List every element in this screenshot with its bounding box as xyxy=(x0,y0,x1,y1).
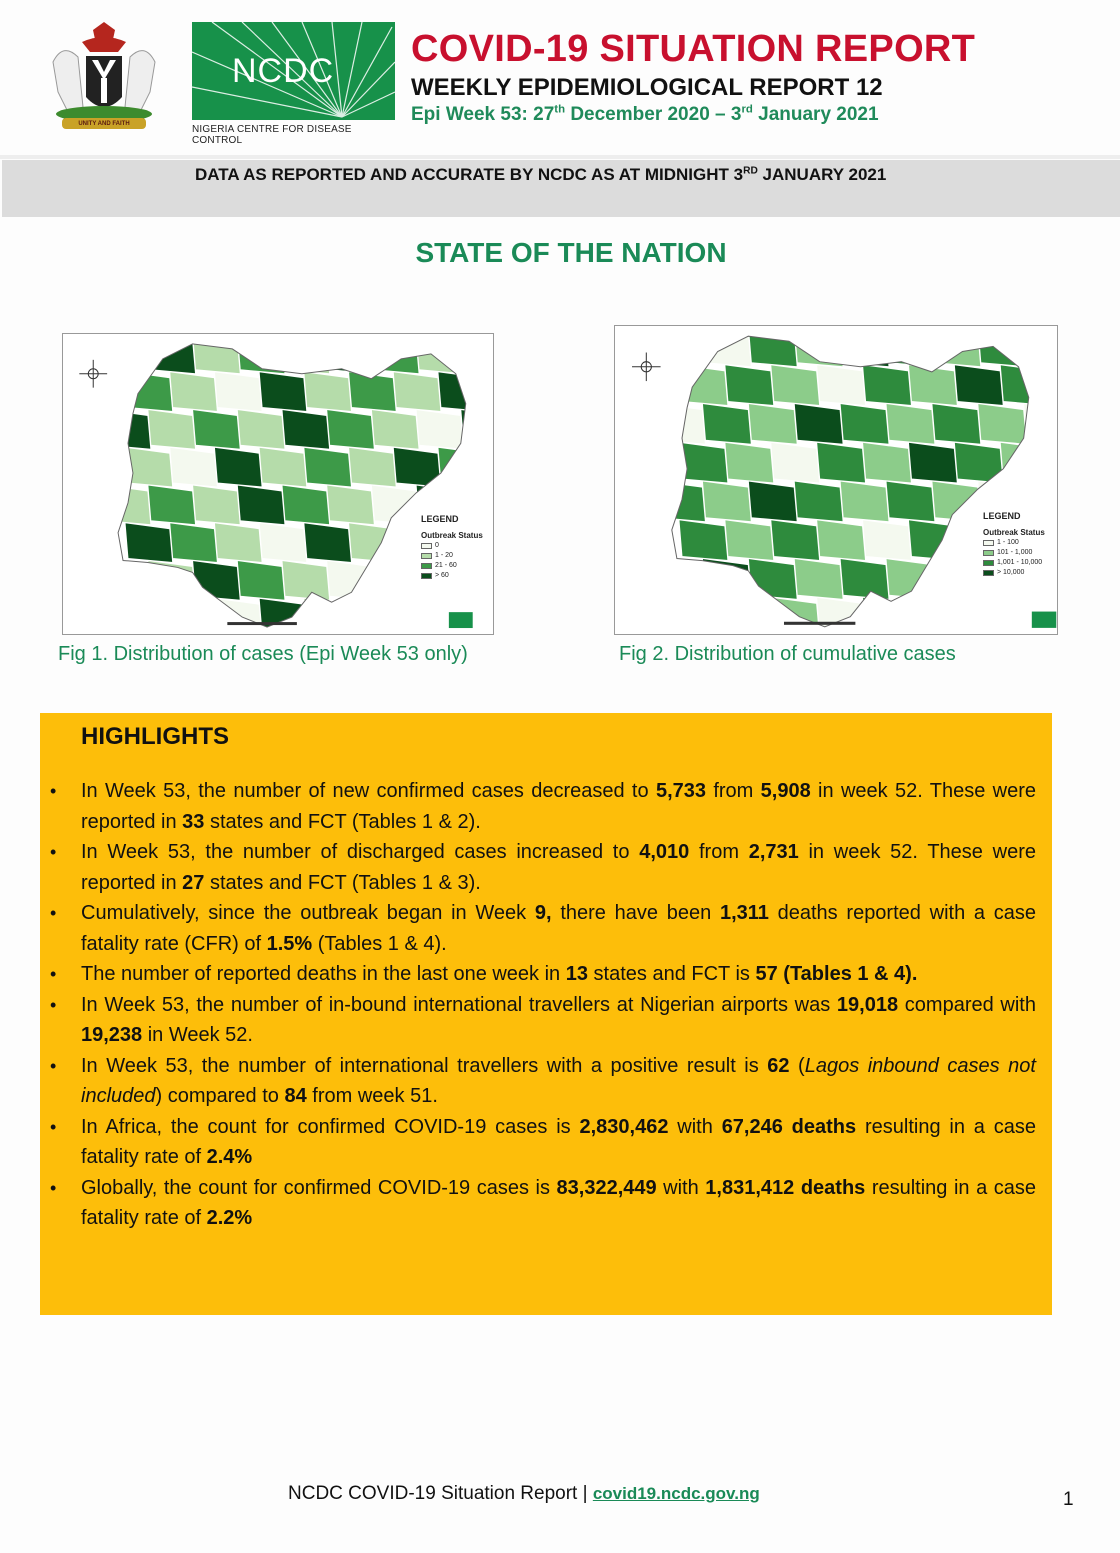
legend-swatch xyxy=(983,550,994,556)
state-region xyxy=(371,409,419,449)
highlight-text: in week 52. These were reported in xyxy=(81,841,1036,894)
legend-swatch xyxy=(983,570,994,576)
highlight-text: in Week 52. xyxy=(142,1024,253,1046)
state-region xyxy=(863,442,912,483)
highlight-text: 2.4% xyxy=(206,1146,253,1168)
legend-item xyxy=(421,541,483,551)
state-region xyxy=(349,523,397,563)
nigeria-map xyxy=(615,326,1057,634)
highlight-item xyxy=(40,837,1052,898)
highlight-item xyxy=(40,1112,1052,1173)
state-region xyxy=(259,447,307,487)
legend-item xyxy=(421,561,483,571)
state-region xyxy=(416,409,464,449)
footer xyxy=(288,1483,760,1505)
highlight-text: from week 51. xyxy=(306,1085,438,1107)
highlight-text: 1,831,412 deaths xyxy=(705,1176,866,1199)
state-region xyxy=(725,365,774,406)
highlight-text: ) compared to xyxy=(155,1085,285,1107)
highlight-text: 84 xyxy=(284,1085,307,1107)
highlight-text: The number of reported deaths in the last one week in xyxy=(81,963,566,985)
scale-bar xyxy=(227,622,297,625)
legend-item xyxy=(421,551,483,561)
legend-label: 21 - 60 xyxy=(435,562,457,569)
state-region xyxy=(282,334,330,374)
state-region xyxy=(483,598,493,634)
highlight-text: resulting in a case fatality rate of xyxy=(81,1115,1036,1168)
state-region xyxy=(214,447,262,487)
state-region xyxy=(932,481,981,522)
state-region xyxy=(483,372,493,412)
state-region xyxy=(840,404,889,445)
state-region xyxy=(954,442,1003,483)
legend-subtitle: Outbreak Status xyxy=(983,528,1045,537)
highlight-text: 2,830,462 xyxy=(579,1115,669,1138)
data-banner xyxy=(2,160,1120,217)
state-region xyxy=(932,326,981,367)
state-region xyxy=(908,442,957,483)
state-region xyxy=(214,523,262,563)
highlight-text: 83,322,449 xyxy=(556,1176,657,1199)
report-title: COVID-19 SITUATION REPORT xyxy=(411,28,976,70)
state-region xyxy=(932,404,981,445)
state-region xyxy=(1046,442,1057,483)
state-region xyxy=(237,485,285,525)
state-region xyxy=(214,372,262,412)
bullet-icon: • xyxy=(50,964,57,984)
bullet-icon: • xyxy=(50,994,57,1015)
highlight-text: compared with xyxy=(898,993,1036,1016)
state-region xyxy=(954,365,1003,406)
highlight-text: 4,010 xyxy=(639,841,690,863)
report-subtitle: WEEKLY EPIDEMIOLOGICAL REPORT 12 xyxy=(411,74,883,101)
highlight-text: In Africa, the count for confirmed COVID-19 cases is xyxy=(81,1115,580,1138)
state-region xyxy=(259,372,307,412)
state-region xyxy=(193,334,241,374)
ncdc-mini-logo xyxy=(1032,612,1056,628)
highlight-text: from xyxy=(689,841,749,863)
state-region xyxy=(148,485,196,525)
highlight-text: 13 xyxy=(565,963,588,985)
highlight-item xyxy=(40,959,1052,990)
banner-sup: RD xyxy=(743,165,758,177)
figure-caption: Fig 1. Distribution of cases (Epi Week 53 only) xyxy=(58,643,468,665)
highlight-item xyxy=(40,1173,1052,1234)
state-region xyxy=(282,485,330,525)
state-region xyxy=(371,485,419,525)
highlight-text: with xyxy=(656,1176,706,1199)
state-region xyxy=(371,334,419,374)
highlight-text: 2.2% xyxy=(206,1207,253,1229)
highlight-text: states and FCT is xyxy=(588,963,756,985)
state-region xyxy=(679,597,728,634)
coat-of-arms-motto: UNITY AND FAITH xyxy=(78,121,130,127)
map-figure-1 xyxy=(62,333,494,635)
state-region xyxy=(304,598,352,634)
state-region xyxy=(148,409,196,449)
map-figure-2 xyxy=(614,325,1058,635)
scale-bar xyxy=(784,622,855,625)
ncdc-mini-logo xyxy=(449,612,473,628)
footer-link[interactable]: covid19.ncdc.gov.ng xyxy=(592,1484,760,1503)
state-region xyxy=(170,523,218,563)
state-region xyxy=(657,559,706,600)
state-region xyxy=(103,334,151,374)
state-region xyxy=(393,372,441,412)
map-legend xyxy=(983,511,1045,578)
state-region xyxy=(748,326,797,367)
state-region xyxy=(932,559,981,600)
state-region xyxy=(954,597,1003,634)
state-region xyxy=(817,365,866,406)
bullet-icon: • xyxy=(50,1177,57,1198)
state-region xyxy=(725,442,774,483)
state-region xyxy=(416,334,464,374)
bullet-icon: • xyxy=(50,903,57,923)
state-region xyxy=(863,597,912,634)
state-region xyxy=(1046,365,1057,406)
highlight-text: (Tables 1 & 4). xyxy=(312,932,447,955)
state-region xyxy=(794,559,843,600)
highlight-item xyxy=(40,1051,1052,1112)
state-region xyxy=(817,597,866,634)
state-region xyxy=(840,559,889,600)
state-region xyxy=(125,598,173,634)
legend-item xyxy=(983,568,1045,578)
legend-label: 101 - 1,000 xyxy=(997,549,1033,556)
highlight-text: In Week 53, the number of international travellers with a positive result is xyxy=(81,1054,768,1077)
state-region xyxy=(327,334,375,374)
state-region xyxy=(748,404,797,445)
state-region xyxy=(657,404,706,445)
legend-item xyxy=(983,538,1045,548)
legend-title: LEGEND xyxy=(421,514,459,524)
state-region xyxy=(282,560,330,600)
compass-icon xyxy=(632,353,661,382)
state-region xyxy=(748,481,797,522)
footer-text: NCDC COVID-19 Situation Report | xyxy=(288,1483,593,1504)
highlights-title: HIGHLIGHTS xyxy=(81,723,229,750)
state-region xyxy=(725,597,774,634)
epi-sup: th xyxy=(554,103,566,116)
highlight-text: 1,311 xyxy=(719,902,769,924)
bullet-icon: • xyxy=(50,781,57,801)
ncdc-logo xyxy=(192,22,395,120)
legend-label: 1 - 20 xyxy=(435,552,453,559)
state-region xyxy=(259,523,307,563)
highlight-text: ( xyxy=(789,1054,805,1077)
highlights-box xyxy=(40,713,1052,1315)
epi-sup: rd xyxy=(741,103,753,116)
state-region xyxy=(771,520,820,561)
state-region xyxy=(483,447,493,487)
legend-swatch xyxy=(983,540,994,546)
highlights-list xyxy=(40,776,1052,1234)
state-region xyxy=(771,365,820,406)
state-region xyxy=(863,365,912,406)
state-region xyxy=(125,523,173,563)
state-region xyxy=(393,598,441,634)
highlight-text: states and FCT (Tables 1 & 3). xyxy=(204,871,481,894)
highlight-item xyxy=(40,990,1052,1051)
state-region xyxy=(193,560,241,600)
highlight-text: In Week 53, the number of new confirmed cases decreased to xyxy=(81,780,656,802)
bullet-icon: • xyxy=(50,1055,57,1076)
state-region xyxy=(886,404,935,445)
state-region xyxy=(193,409,241,449)
state-region xyxy=(170,598,218,634)
state-region xyxy=(863,520,912,561)
highlight-text: in week 52. These were reported in xyxy=(81,780,1036,833)
state-region xyxy=(840,481,889,522)
state-region xyxy=(103,409,151,449)
logo-text: NCDC xyxy=(232,52,335,90)
bullet-icon: • xyxy=(50,1116,57,1137)
legend-swatch xyxy=(421,543,432,549)
highlight-text: 67,246 deaths xyxy=(721,1115,857,1138)
highlight-text: 27 xyxy=(182,871,205,894)
state-region xyxy=(461,334,493,374)
state-region xyxy=(304,523,352,563)
state-region xyxy=(371,560,419,600)
highlight-text: with xyxy=(668,1115,722,1138)
highlight-item xyxy=(40,776,1052,837)
legend-item xyxy=(983,558,1045,568)
state-region xyxy=(679,520,728,561)
state-region xyxy=(1024,326,1057,367)
state-region xyxy=(483,523,493,563)
highlight-text: In Week 53, the number of in-bound international travellers at Nigerian airports was xyxy=(81,993,837,1016)
legend-swatch xyxy=(983,560,994,566)
legend-label: 1,001 - 10,000 xyxy=(997,559,1043,566)
state-region xyxy=(327,485,375,525)
state-region xyxy=(908,597,957,634)
legend-subtitle: Outbreak Status xyxy=(421,531,483,540)
state-region xyxy=(702,481,751,522)
highlight-text: In Week 53, the number of discharged cases increased to xyxy=(81,841,640,863)
compass-icon xyxy=(79,360,107,388)
state-region xyxy=(1046,520,1057,561)
map-legend xyxy=(421,514,483,581)
state-region xyxy=(237,409,285,449)
state-region xyxy=(349,447,397,487)
state-region xyxy=(817,442,866,483)
highlight-text: 19,238 xyxy=(81,1024,143,1046)
page-number: 1 xyxy=(1063,1489,1074,1510)
highlight-text: 5,908 xyxy=(760,780,811,802)
highlight-text: 2,731 xyxy=(748,841,799,863)
state-region xyxy=(657,326,706,367)
state-region xyxy=(214,598,262,634)
nigeria-map xyxy=(63,334,493,634)
highlight-text: 9, xyxy=(534,902,552,924)
banner-text: DATA AS REPORTED AND ACCURATE BY NCDC AS AT MIDNIGHT 3 xyxy=(195,165,744,184)
epi-text: January 2021 xyxy=(752,104,879,125)
state-region xyxy=(886,481,935,522)
state-region xyxy=(908,520,957,561)
legend-title: LEGEND xyxy=(983,511,1021,521)
epi-text: December 2020 – 3 xyxy=(565,104,742,125)
highlight-text: 19,018 xyxy=(836,993,899,1016)
state-region xyxy=(170,372,218,412)
legend-swatch xyxy=(421,553,432,559)
legend-item xyxy=(983,548,1045,558)
divider xyxy=(0,155,1120,159)
highlight-text: Cumulatively, since the outbreak began in Week xyxy=(81,902,535,924)
highlight-text: 62 xyxy=(767,1054,790,1077)
state-region xyxy=(886,326,935,367)
state-region xyxy=(978,404,1027,445)
highlight-text: Globally, the count for confirmed COVID-19 cases is xyxy=(81,1176,557,1199)
state-region xyxy=(702,404,751,445)
org-name: NIGERIA CENTRE FOR DISEASE CONTROL xyxy=(192,124,352,146)
highlight-text: 5,733 xyxy=(655,780,707,802)
highlight-text: 33 xyxy=(182,810,205,833)
highlight-text: 57 (Tables 1 & 4). xyxy=(755,963,918,985)
highlight-text: there have been xyxy=(551,902,720,924)
bullet-icon: • xyxy=(50,842,57,862)
highlight-text: 1.5% xyxy=(266,932,313,955)
legend-label: > 60 xyxy=(435,572,449,579)
legend-label: 0 xyxy=(435,542,439,549)
state-region xyxy=(304,372,352,412)
legend-label: > 10,000 xyxy=(997,569,1025,576)
state-region xyxy=(461,409,493,449)
state-region xyxy=(771,442,820,483)
state-region xyxy=(771,597,820,634)
state-region xyxy=(1024,404,1057,445)
state-region xyxy=(817,520,866,561)
highlight-text: resulting in a case fatality rate of xyxy=(81,1176,1036,1229)
state-region xyxy=(259,598,307,634)
legend-swatch xyxy=(421,563,432,569)
state-region xyxy=(327,409,375,449)
state-region xyxy=(103,560,151,600)
highlight-item xyxy=(40,898,1052,959)
highlight-text: deaths reported with a case fatality rate (CFR) of xyxy=(81,902,1037,955)
coat-of-arms-logo xyxy=(38,22,170,134)
state-region xyxy=(978,326,1027,367)
epi-week xyxy=(411,104,879,126)
highlight-text: Lagos inbound cases not included xyxy=(81,1054,1036,1107)
legend-swatch xyxy=(421,573,432,579)
epi-text: Epi Week 53: 27 xyxy=(411,104,555,125)
section-title: STATE OF THE NATION xyxy=(415,237,727,268)
state-region xyxy=(794,481,843,522)
state-region xyxy=(282,409,330,449)
state-region xyxy=(393,447,441,487)
banner-text: JANUARY 2021 xyxy=(757,165,887,184)
state-region xyxy=(304,447,352,487)
state-region xyxy=(349,598,397,634)
state-region xyxy=(193,485,241,525)
state-region xyxy=(170,447,218,487)
legend-item xyxy=(421,571,483,581)
legend-label: 1 - 100 xyxy=(997,539,1019,546)
state-region xyxy=(748,559,797,600)
state-region xyxy=(725,520,774,561)
state-region xyxy=(237,560,285,600)
state-region xyxy=(794,404,843,445)
highlight-text: from xyxy=(706,780,761,802)
highlight-text: states and FCT (Tables 1 & 2). xyxy=(204,810,481,833)
state-region xyxy=(840,326,889,367)
figure-caption: Fig 2. Distribution of cumulative cases xyxy=(619,643,956,665)
